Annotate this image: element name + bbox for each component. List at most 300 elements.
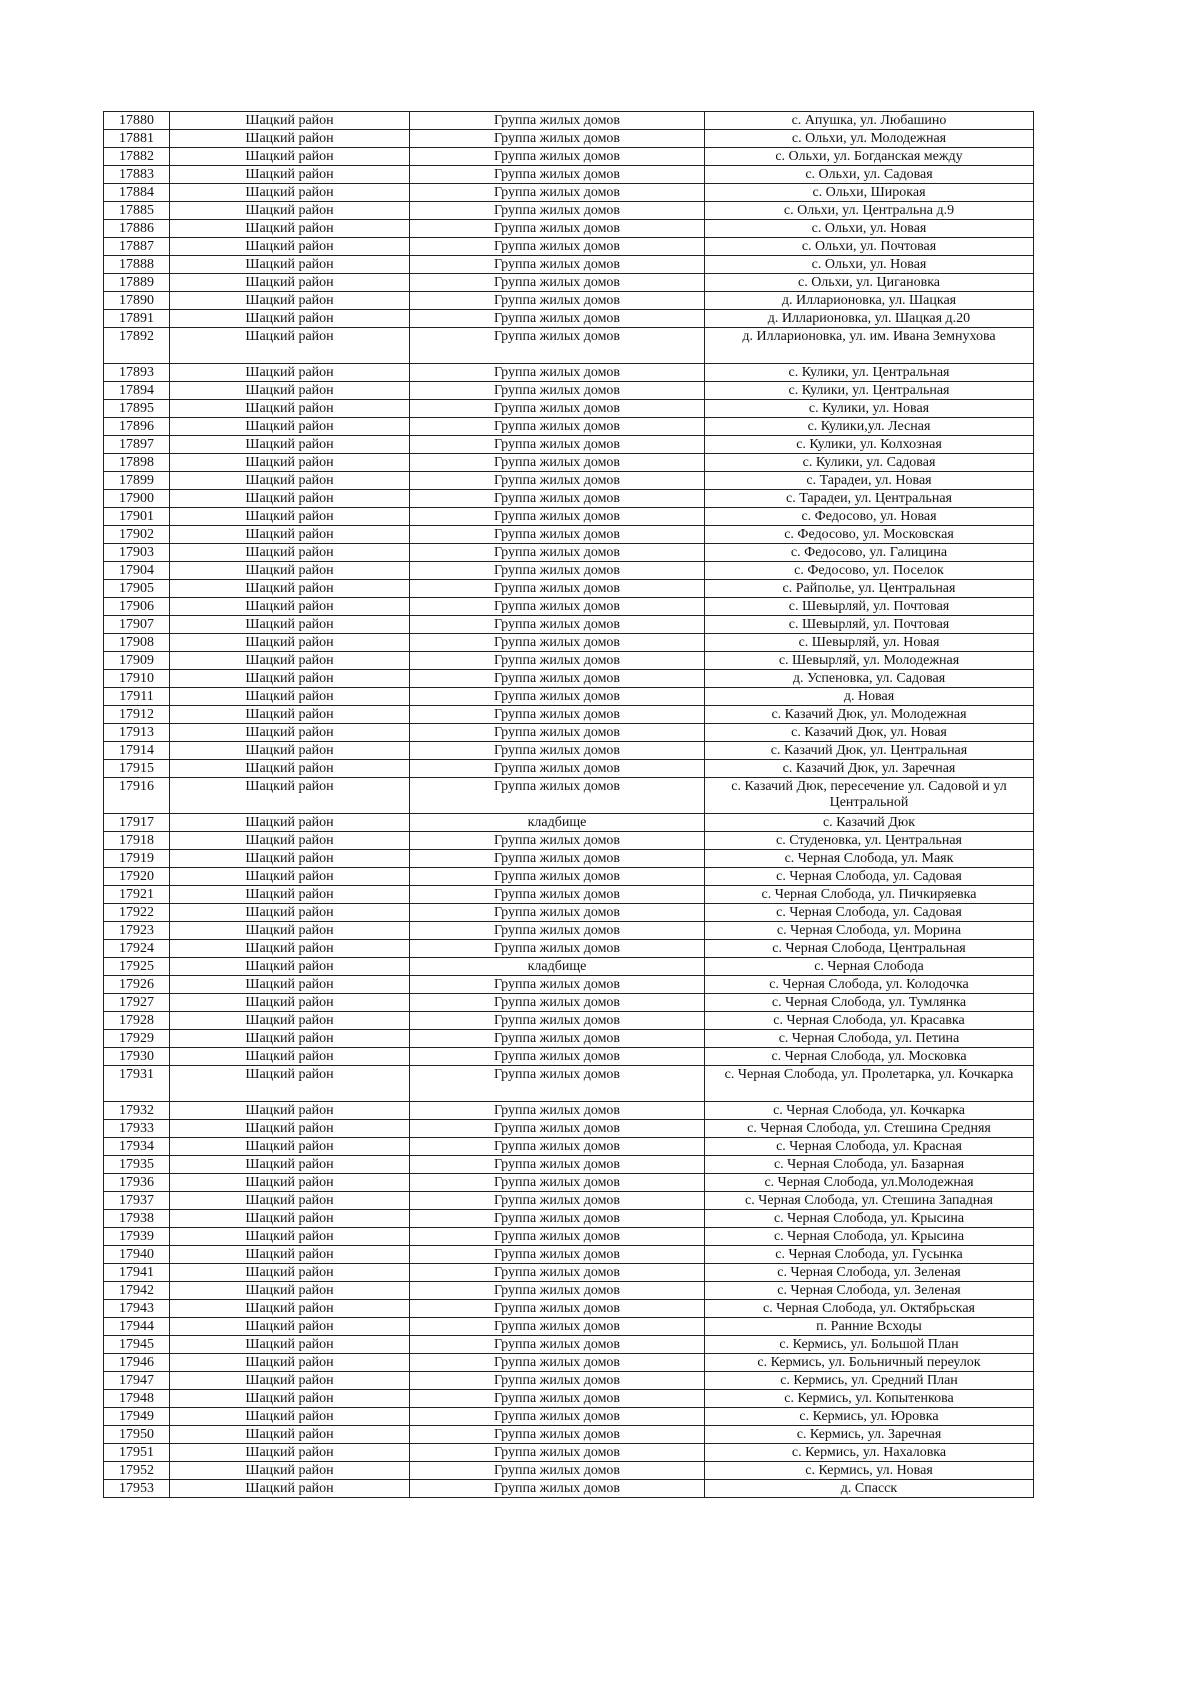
district-cell: Шацкий район xyxy=(170,256,410,274)
table-row xyxy=(104,166,1034,184)
table-row xyxy=(104,814,1034,832)
row-number-cell: 17926 xyxy=(104,976,170,994)
address-cell: с. Черная Слобода, ул. Гусынка xyxy=(705,1246,1034,1264)
address-cell: с. Черная Слобода, ул. Красавка xyxy=(705,1012,1034,1030)
row-number-cell: 17928 xyxy=(104,1012,170,1030)
district-cell: Шацкий район xyxy=(170,1426,410,1444)
object-type-cell: Группа жилых домов xyxy=(410,1138,705,1156)
table-row xyxy=(104,202,1034,220)
address-cell: с. Черная Слобода, ул. Зеленая xyxy=(705,1264,1034,1282)
table-row xyxy=(104,1372,1034,1390)
row-number-cell: 17909 xyxy=(104,652,170,670)
table-row xyxy=(104,454,1034,472)
district-cell: Шацкий район xyxy=(170,562,410,580)
address-cell: с. Кулики, ул. Садовая xyxy=(705,454,1034,472)
district-cell: Шацкий район xyxy=(170,976,410,994)
address-cell: д. Новая xyxy=(705,688,1034,706)
table-row xyxy=(104,598,1034,616)
address-cell: с. Черная Слобода, ул. Стешина Западная xyxy=(705,1192,1034,1210)
object-type-cell: Группа жилых домов xyxy=(410,508,705,526)
district-cell: Шацкий район xyxy=(170,1156,410,1174)
row-number-cell: 17897 xyxy=(104,436,170,454)
table-row xyxy=(104,328,1034,364)
row-number-cell: 17933 xyxy=(104,1120,170,1138)
row-number-cell: 17885 xyxy=(104,202,170,220)
district-cell: Шацкий район xyxy=(170,778,410,814)
table-row xyxy=(104,1390,1034,1408)
address-cell: с. Кулики,ул. Лесная xyxy=(705,418,1034,436)
object-type-cell: Группа жилых домов xyxy=(410,760,705,778)
table-row xyxy=(104,1354,1034,1372)
table-row xyxy=(104,310,1034,328)
row-number-cell: 17913 xyxy=(104,724,170,742)
table-row xyxy=(104,634,1034,652)
object-type-cell: Группа жилых домов xyxy=(410,1264,705,1282)
table-row xyxy=(104,112,1034,130)
row-number-cell: 17892 xyxy=(104,328,170,364)
address-cell: с. Черная Слобода, ул. Октябрьская xyxy=(705,1300,1034,1318)
address-cell: с. Кермись, ул. Нахаловка xyxy=(705,1444,1034,1462)
address-cell: с. Черная Слобода, ул. Крысина xyxy=(705,1210,1034,1228)
address-cell: с. Кермись, ул. Новая xyxy=(705,1462,1034,1480)
address-cell: с. Кермись, ул. Средний План xyxy=(705,1372,1034,1390)
table-row xyxy=(104,940,1034,958)
table-row xyxy=(104,724,1034,742)
district-cell: Шацкий район xyxy=(170,436,410,454)
object-type-cell: Группа жилых домов xyxy=(410,400,705,418)
row-number-cell: 17950 xyxy=(104,1426,170,1444)
address-cell: д. Илларионовка, ул. им. Ивана Земнухова xyxy=(705,328,1034,364)
district-cell: Шацкий район xyxy=(170,580,410,598)
address-cell: с. Ольхи, ул. Новая xyxy=(705,220,1034,238)
table-row xyxy=(104,1462,1034,1480)
row-number-cell: 17918 xyxy=(104,832,170,850)
row-number-cell: 17883 xyxy=(104,166,170,184)
district-cell: Шацкий район xyxy=(170,1444,410,1462)
row-number-cell: 17952 xyxy=(104,1462,170,1480)
address-cell: с. Кермись, ул. Большой План xyxy=(705,1336,1034,1354)
district-cell: Шацкий район xyxy=(170,166,410,184)
row-number-cell: 17890 xyxy=(104,292,170,310)
district-cell: Шацкий район xyxy=(170,1174,410,1192)
object-type-cell: Группа жилых домов xyxy=(410,742,705,760)
address-cell: с. Кулики, ул. Колхозная xyxy=(705,436,1034,454)
district-cell: Шацкий район xyxy=(170,1300,410,1318)
row-number-cell: 17935 xyxy=(104,1156,170,1174)
district-cell: Шацкий район xyxy=(170,184,410,202)
district-cell: Шацкий район xyxy=(170,760,410,778)
object-type-cell: Группа жилых домов xyxy=(410,634,705,652)
district-cell: Шацкий район xyxy=(170,544,410,562)
address-cell: с. Черная Слобода, ул. Базарная xyxy=(705,1156,1034,1174)
row-number-cell: 17921 xyxy=(104,886,170,904)
row-number-cell: 17936 xyxy=(104,1174,170,1192)
district-cell: Шацкий район xyxy=(170,238,410,256)
table-row xyxy=(104,364,1034,382)
table-body xyxy=(104,112,1034,1498)
table-row xyxy=(104,382,1034,400)
table-row xyxy=(104,472,1034,490)
address-cell: с. Шевырляй, ул. Почтовая xyxy=(705,616,1034,634)
table-row xyxy=(104,904,1034,922)
table-row xyxy=(104,616,1034,634)
table-row xyxy=(104,922,1034,940)
address-cell: с. Черная Слобода, ул. Кочкарка xyxy=(705,1102,1034,1120)
address-cell: с. Ольхи, ул. Почтовая xyxy=(705,238,1034,256)
row-number-cell: 17938 xyxy=(104,1210,170,1228)
row-number-cell: 17942 xyxy=(104,1282,170,1300)
district-cell: Шацкий район xyxy=(170,922,410,940)
district-cell: Шацкий район xyxy=(170,1066,410,1102)
table-row xyxy=(104,436,1034,454)
row-number-cell: 17889 xyxy=(104,274,170,292)
table-row xyxy=(104,544,1034,562)
object-type-cell: Группа жилых домов xyxy=(410,688,705,706)
object-type-cell: Группа жилых домов xyxy=(410,1354,705,1372)
district-cell: Шацкий район xyxy=(170,940,410,958)
object-type-cell: Группа жилых домов xyxy=(410,1282,705,1300)
address-cell: с. Студеновка, ул. Центральная xyxy=(705,832,1034,850)
district-cell: Шацкий район xyxy=(170,472,410,490)
object-type-cell: Группа жилых домов xyxy=(410,1300,705,1318)
table-row xyxy=(104,1264,1034,1282)
table-row xyxy=(104,886,1034,904)
object-type-cell: Группа жилых домов xyxy=(410,472,705,490)
table-row xyxy=(104,850,1034,868)
row-number-cell: 17898 xyxy=(104,454,170,472)
row-number-cell: 17945 xyxy=(104,1336,170,1354)
district-cell: Шацкий район xyxy=(170,742,410,760)
table-row xyxy=(104,292,1034,310)
object-type-cell: Группа жилых домов xyxy=(410,202,705,220)
row-number-cell: 17941 xyxy=(104,1264,170,1282)
address-cell: с. Тарадеи, ул. Новая xyxy=(705,472,1034,490)
district-cell: Шацкий район xyxy=(170,1462,410,1480)
district-cell: Шацкий район xyxy=(170,724,410,742)
row-number-cell: 17946 xyxy=(104,1354,170,1372)
row-number-cell: 17919 xyxy=(104,850,170,868)
table-row xyxy=(104,400,1034,418)
object-type-cell: Группа жилых домов xyxy=(410,382,705,400)
district-cell: Шацкий район xyxy=(170,1318,410,1336)
object-type-cell: Группа жилых домов xyxy=(410,1156,705,1174)
district-cell: Шацкий район xyxy=(170,904,410,922)
district-cell: Шацкий район xyxy=(170,148,410,166)
object-type-cell: Группа жилых домов xyxy=(410,1372,705,1390)
address-cell: с. Черная Слобода, ул. Пролетарка, ул. Кочкарка xyxy=(705,1066,1034,1102)
row-number-cell: 17916 xyxy=(104,778,170,814)
table-row xyxy=(104,490,1034,508)
object-type-cell: Группа жилых домов xyxy=(410,1480,705,1498)
district-cell: Шацкий район xyxy=(170,1030,410,1048)
row-number-cell: 17910 xyxy=(104,670,170,688)
object-type-cell: Группа жилых домов xyxy=(410,256,705,274)
table-row xyxy=(104,508,1034,526)
row-number-cell: 17908 xyxy=(104,634,170,652)
district-cell: Шацкий район xyxy=(170,616,410,634)
table-row xyxy=(104,1408,1034,1426)
object-type-cell: Группа жилых домов xyxy=(410,706,705,724)
district-cell: Шацкий район xyxy=(170,670,410,688)
address-cell: с. Ольхи, ул. Молодежная xyxy=(705,130,1034,148)
address-cell: д. Илларионовка, ул. Шацкая д.20 xyxy=(705,310,1034,328)
object-type-cell: Группа жилых домов xyxy=(410,832,705,850)
object-type-cell: Группа жилых домов xyxy=(410,1444,705,1462)
district-cell: Шацкий район xyxy=(170,274,410,292)
object-type-cell: Группа жилых домов xyxy=(410,994,705,1012)
address-cell: с. Кулики, ул. Центральная xyxy=(705,364,1034,382)
row-number-cell: 17940 xyxy=(104,1246,170,1264)
table-row xyxy=(104,742,1034,760)
object-type-cell: Группа жилых домов xyxy=(410,1066,705,1102)
row-number-cell: 17924 xyxy=(104,940,170,958)
address-cell: с. Федосово, ул. Новая xyxy=(705,508,1034,526)
address-cell: с. Шевырляй, ул. Новая xyxy=(705,634,1034,652)
table-row xyxy=(104,238,1034,256)
table-row xyxy=(104,958,1034,976)
address-cell: п. Ранние Всходы xyxy=(705,1318,1034,1336)
object-type-cell: Группа жилых домов xyxy=(410,238,705,256)
object-type-cell: Группа жилых домов xyxy=(410,130,705,148)
table-row xyxy=(104,1318,1034,1336)
table-row xyxy=(104,706,1034,724)
district-cell: Шацкий район xyxy=(170,400,410,418)
address-cell: с. Шевырляй, ул. Молодежная xyxy=(705,652,1034,670)
row-number-cell: 17934 xyxy=(104,1138,170,1156)
row-number-cell: 17927 xyxy=(104,994,170,1012)
row-number-cell: 17907 xyxy=(104,616,170,634)
table-row xyxy=(104,1174,1034,1192)
address-cell: с. Черная Слобода, ул. Московка xyxy=(705,1048,1034,1066)
address-cell: с. Шевырляй, ул. Почтовая xyxy=(705,598,1034,616)
row-number-cell: 17931 xyxy=(104,1066,170,1102)
row-number-cell: 17902 xyxy=(104,526,170,544)
district-cell: Шацкий район xyxy=(170,364,410,382)
table-row xyxy=(104,1300,1034,1318)
object-type-cell: Группа жилых домов xyxy=(410,274,705,292)
object-type-cell: Группа жилых домов xyxy=(410,220,705,238)
address-cell: с. Федосово, ул. Поселок xyxy=(705,562,1034,580)
row-number-cell: 17893 xyxy=(104,364,170,382)
object-type-cell: Группа жилых домов xyxy=(410,328,705,364)
row-number-cell: 17932 xyxy=(104,1102,170,1120)
address-cell: с. Кермись, ул. Больничный переулок xyxy=(705,1354,1034,1372)
district-cell: Шацкий район xyxy=(170,1102,410,1120)
district-cell: Шацкий район xyxy=(170,1282,410,1300)
district-cell: Шацкий район xyxy=(170,958,410,976)
object-type-cell: Группа жилых домов xyxy=(410,868,705,886)
address-cell: д. Илларионовка, ул. Шацкая xyxy=(705,292,1034,310)
row-number-cell: 17895 xyxy=(104,400,170,418)
address-cell: с. Кермись, ул. Копытенкова xyxy=(705,1390,1034,1408)
table-row xyxy=(104,562,1034,580)
object-type-cell: Группа жилых домов xyxy=(410,1192,705,1210)
address-cell: с. Ольхи, ул. Новая xyxy=(705,256,1034,274)
address-cell: с. Казачий Дюк, ул. Молодежная xyxy=(705,706,1034,724)
table-row xyxy=(104,580,1034,598)
row-number-cell: 17943 xyxy=(104,1300,170,1318)
row-number-cell: 17951 xyxy=(104,1444,170,1462)
district-cell: Шацкий район xyxy=(170,418,410,436)
object-type-cell: Группа жилых домов xyxy=(410,778,705,814)
object-type-cell: Группа жилых домов xyxy=(410,310,705,328)
object-type-cell: Группа жилых домов xyxy=(410,544,705,562)
address-cell: с. Ольхи, Широкая xyxy=(705,184,1034,202)
district-cell: Шацкий район xyxy=(170,490,410,508)
address-cell: с. Тарадеи, ул. Центральная xyxy=(705,490,1034,508)
object-type-cell: Группа жилых домов xyxy=(410,850,705,868)
table-row xyxy=(104,994,1034,1012)
address-cell: с. Кермись, ул. Юровка xyxy=(705,1408,1034,1426)
table-row xyxy=(104,1210,1034,1228)
row-number-cell: 17912 xyxy=(104,706,170,724)
row-number-cell: 17917 xyxy=(104,814,170,832)
address-cell: с. Казачий Дюк, ул. Центральная xyxy=(705,742,1034,760)
object-type-cell: Группа жилых домов xyxy=(410,904,705,922)
table-row xyxy=(104,130,1034,148)
object-type-cell: Группа жилых домов xyxy=(410,364,705,382)
row-number-cell: 17894 xyxy=(104,382,170,400)
address-cell: с. Казачий Дюк xyxy=(705,814,1034,832)
object-type-cell: Группа жилых домов xyxy=(410,148,705,166)
object-type-cell: Группа жилых домов xyxy=(410,580,705,598)
address-cell: с. Кермись, ул. Заречная xyxy=(705,1426,1034,1444)
object-type-cell: Группа жилых домов xyxy=(410,1030,705,1048)
district-cell: Шацкий район xyxy=(170,832,410,850)
row-number-cell: 17888 xyxy=(104,256,170,274)
table-row xyxy=(104,688,1034,706)
district-cell: Шацкий район xyxy=(170,220,410,238)
district-cell: Шацкий район xyxy=(170,1336,410,1354)
table-row xyxy=(104,1066,1034,1102)
district-cell: Шацкий район xyxy=(170,598,410,616)
row-number-cell: 17930 xyxy=(104,1048,170,1066)
object-type-cell: Группа жилых домов xyxy=(410,1390,705,1408)
object-type-cell: Группа жилых домов xyxy=(410,526,705,544)
table-row xyxy=(104,1480,1034,1498)
district-cell: Шацкий район xyxy=(170,1264,410,1282)
district-cell: Шацкий район xyxy=(170,526,410,544)
row-number-cell: 17911 xyxy=(104,688,170,706)
district-cell: Шацкий район xyxy=(170,1192,410,1210)
row-number-cell: 17923 xyxy=(104,922,170,940)
row-number-cell: 17920 xyxy=(104,868,170,886)
row-number-cell: 17882 xyxy=(104,148,170,166)
object-type-cell: Группа жилых домов xyxy=(410,292,705,310)
object-type-cell: Группа жилых домов xyxy=(410,976,705,994)
table-row xyxy=(104,760,1034,778)
object-type-cell: кладбище xyxy=(410,958,705,976)
object-type-cell: Группа жилых домов xyxy=(410,1408,705,1426)
objects-table xyxy=(103,111,1034,1498)
district-cell: Шацкий район xyxy=(170,508,410,526)
district-cell: Шацкий район xyxy=(170,202,410,220)
object-type-cell: Группа жилых домов xyxy=(410,1246,705,1264)
district-cell: Шацкий район xyxy=(170,688,410,706)
district-cell: Шацкий район xyxy=(170,1354,410,1372)
object-type-cell: Группа жилых домов xyxy=(410,1336,705,1354)
address-cell: с. Черная Слобода, ул. Пичкиряевка xyxy=(705,886,1034,904)
address-cell: с. Кулики, ул. Новая xyxy=(705,400,1034,418)
table-row xyxy=(104,1012,1034,1030)
row-number-cell: 17947 xyxy=(104,1372,170,1390)
row-number-cell: 17906 xyxy=(104,598,170,616)
district-cell: Шацкий район xyxy=(170,1390,410,1408)
object-type-cell: Группа жилых домов xyxy=(410,652,705,670)
address-cell: с. Федосово, ул. Галицина xyxy=(705,544,1034,562)
object-type-cell: Группа жилых домов xyxy=(410,562,705,580)
district-cell: Шацкий район xyxy=(170,706,410,724)
district-cell: Шацкий район xyxy=(170,1480,410,1498)
row-number-cell: 17914 xyxy=(104,742,170,760)
district-cell: Шацкий район xyxy=(170,382,410,400)
address-cell: с. Черная Слобода, ул. Петина xyxy=(705,1030,1034,1048)
table-row xyxy=(104,148,1034,166)
row-number-cell: 17925 xyxy=(104,958,170,976)
table-row xyxy=(104,274,1034,292)
table-row xyxy=(104,1444,1034,1462)
object-type-cell: Группа жилых домов xyxy=(410,1210,705,1228)
district-cell: Шацкий район xyxy=(170,1012,410,1030)
district-cell: Шацкий район xyxy=(170,652,410,670)
table-row xyxy=(104,778,1034,814)
table-row xyxy=(104,526,1034,544)
address-cell: с. Апушка, ул. Любашино xyxy=(705,112,1034,130)
address-cell: с. Черная Слобода, ул.Молодежная xyxy=(705,1174,1034,1192)
address-cell: с. Федосово, ул. Московская xyxy=(705,526,1034,544)
object-type-cell: Группа жилых домов xyxy=(410,454,705,472)
address-cell: с. Черная Слобода, ул. Тумлянка xyxy=(705,994,1034,1012)
address-cell: с. Черная Слобода, ул. Стешина Средняя xyxy=(705,1120,1034,1138)
address-cell: с. Ольхи, ул. Садовая xyxy=(705,166,1034,184)
table-row xyxy=(104,1120,1034,1138)
address-cell: с. Казачий Дюк, ул. Заречная xyxy=(705,760,1034,778)
table-row xyxy=(104,652,1034,670)
address-cell: д. Спасск xyxy=(705,1480,1034,1498)
row-number-cell: 17896 xyxy=(104,418,170,436)
table-row xyxy=(104,1048,1034,1066)
address-cell: с. Черная Слобода xyxy=(705,958,1034,976)
row-number-cell: 17937 xyxy=(104,1192,170,1210)
address-cell: с. Черная Слобода, Центральная xyxy=(705,940,1034,958)
district-cell: Шацкий район xyxy=(170,130,410,148)
district-cell: Шацкий район xyxy=(170,994,410,1012)
object-type-cell: Группа жилых домов xyxy=(410,1318,705,1336)
row-number-cell: 17939 xyxy=(104,1228,170,1246)
object-type-cell: Группа жилых домов xyxy=(410,886,705,904)
row-number-cell: 17899 xyxy=(104,472,170,490)
address-cell: с. Казачий Дюк, ул. Новая xyxy=(705,724,1034,742)
table-row xyxy=(104,1228,1034,1246)
district-cell: Шацкий район xyxy=(170,850,410,868)
district-cell: Шацкий район xyxy=(170,814,410,832)
object-type-cell: Группа жилых домов xyxy=(410,1012,705,1030)
row-number-cell: 17903 xyxy=(104,544,170,562)
object-type-cell: Группа жилых домов xyxy=(410,1102,705,1120)
table-row xyxy=(104,1192,1034,1210)
object-type-cell: Группа жилых домов xyxy=(410,724,705,742)
district-cell: Шацкий район xyxy=(170,634,410,652)
table-row xyxy=(104,1030,1034,1048)
object-type-cell: Группа жилых домов xyxy=(410,490,705,508)
row-number-cell: 17944 xyxy=(104,1318,170,1336)
district-cell: Шацкий район xyxy=(170,328,410,364)
table-row xyxy=(104,256,1034,274)
district-cell: Шацкий район xyxy=(170,310,410,328)
address-cell: с. Черная Слобода, ул. Крысина xyxy=(705,1228,1034,1246)
table-row xyxy=(104,1156,1034,1174)
table-row xyxy=(104,1336,1034,1354)
